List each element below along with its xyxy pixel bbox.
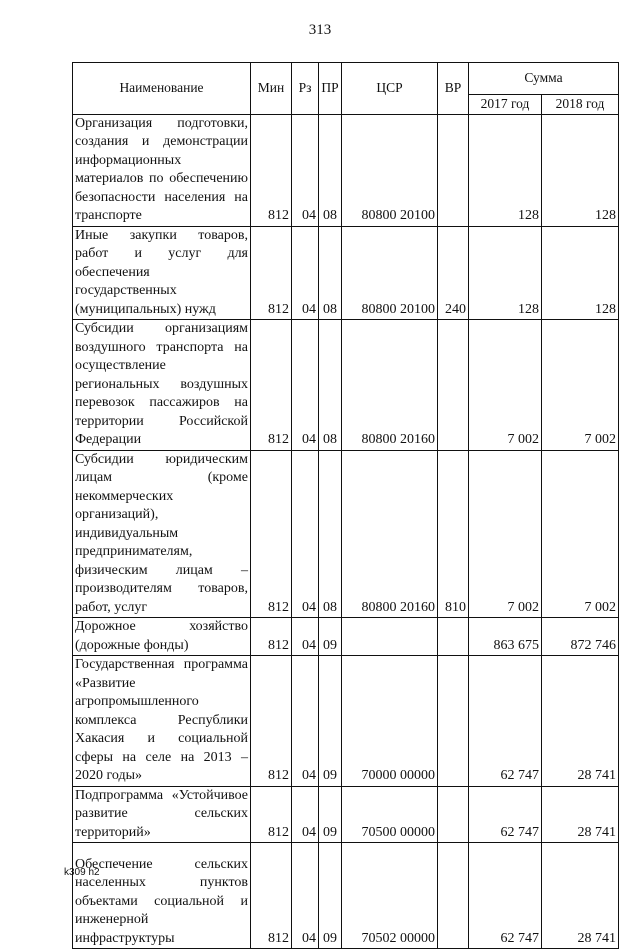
row-pr: 09 [319,656,342,787]
row-rz: 04 [292,656,319,787]
row-min: 812 [251,114,292,226]
row-amount-2018: 28 741 [542,656,619,787]
header-sum: Сумма [469,63,619,95]
row-name: Организация подготовки, создания и демонстрации информационных материалов по обеспечению безопасности населения на транспорте [73,114,251,226]
budget-table [72,62,619,949]
row-amount-2017: 863 675 [469,618,542,656]
row-amount-2017: 7 002 [469,320,542,451]
row-vr [438,786,469,843]
row-min: 812 [251,320,292,451]
row-rz: 04 [292,114,319,226]
row-name: Подпрограмма «Устойчивое развитие сельских территорий» [73,786,251,843]
table-row [73,226,619,320]
row-amount-2017: 128 [469,114,542,226]
table-row [73,320,619,451]
row-amount-2018: 128 [542,226,619,320]
row-vr [438,843,469,949]
row-rz: 04 [292,226,319,320]
row-amount-2017: 128 [469,226,542,320]
row-rz: 04 [292,843,319,949]
row-min: 812 [251,786,292,843]
row-name: Субсидии юридическим лицам (кроме некоммерческих организаций), индивидуальным предпринимателям, физическим лицам – производителям товаров, работ, услуг [73,450,251,618]
row-amount-2018: 7 002 [542,450,619,618]
row-amount-2018: 7 002 [542,320,619,451]
row-vr [438,618,469,656]
row-csr [342,618,438,656]
row-vr [438,320,469,451]
row-vr [438,114,469,226]
row-amount-2018: 28 741 [542,786,619,843]
row-csr: 80800 20160 [342,450,438,618]
row-rz: 04 [292,618,319,656]
row-pr: 09 [319,786,342,843]
row-amount-2018: 128 [542,114,619,226]
page-number: 313 [308,22,332,38]
row-min: 812 [251,656,292,787]
header-pr: ПР [319,63,342,115]
row-pr: 08 [319,320,342,451]
row-name: Дорожное хозяйство (дорожные фонды) [73,618,251,656]
row-name: Иные закупки товаров, работ и услуг для обеспечения государственных (муниципальных) нужд [73,226,251,320]
row-name: Обеспечение сельских населенных пунктов объектами социальной и инженерной инфраструктуры [73,843,251,949]
row-csr: 70502 00000 [342,843,438,949]
row-amount-2017: 62 747 [469,843,542,949]
row-csr: 80800 20100 [342,226,438,320]
row-amount-2018: 872 746 [542,618,619,656]
row-min: 812 [251,450,292,618]
row-name: Субсидии организациям воздушного транспорта на осуществление региональных воздушных перевозок пассажиров на территории Российской Федерации [73,320,251,451]
row-pr: 08 [319,226,342,320]
header-name: Наименование [73,63,251,115]
footer-code: k309 h2 [64,867,100,878]
row-min: 812 [251,226,292,320]
row-amount-2017: 62 747 [469,656,542,787]
table-row [73,114,619,226]
row-pr: 09 [319,618,342,656]
row-min: 812 [251,843,292,949]
header-min: Мин [251,63,292,115]
row-name: Государственная программа «Развитие агропромышленного комплекса Республики Хакасия и социальной сферы на селе на 2013 – 2020 годы» [73,656,251,787]
table-row [73,656,619,787]
header-year-2018: 2018 год [542,95,619,115]
row-rz: 04 [292,320,319,451]
row-csr: 80800 20160 [342,320,438,451]
table-row [73,786,619,843]
header-vr: ВР [438,63,469,115]
row-csr: 70500 00000 [342,786,438,843]
row-vr: 810 [438,450,469,618]
row-rz: 04 [292,786,319,843]
header-year-2017: 2017 год [469,95,542,115]
row-amount-2017: 7 002 [469,450,542,618]
row-pr: 08 [319,450,342,618]
row-csr: 80800 20100 [342,114,438,226]
row-vr [438,656,469,787]
header-rz: Рз [292,63,319,115]
table-row [73,843,619,949]
table-row [73,618,619,656]
row-min: 812 [251,618,292,656]
header-csr: ЦСР [342,63,438,115]
row-pr: 08 [319,114,342,226]
row-rz: 04 [292,450,319,618]
row-amount-2018: 28 741 [542,843,619,949]
table-row [73,450,619,618]
row-csr: 70000 00000 [342,656,438,787]
row-vr: 240 [438,226,469,320]
row-amount-2017: 62 747 [469,786,542,843]
row-pr: 09 [319,843,342,949]
